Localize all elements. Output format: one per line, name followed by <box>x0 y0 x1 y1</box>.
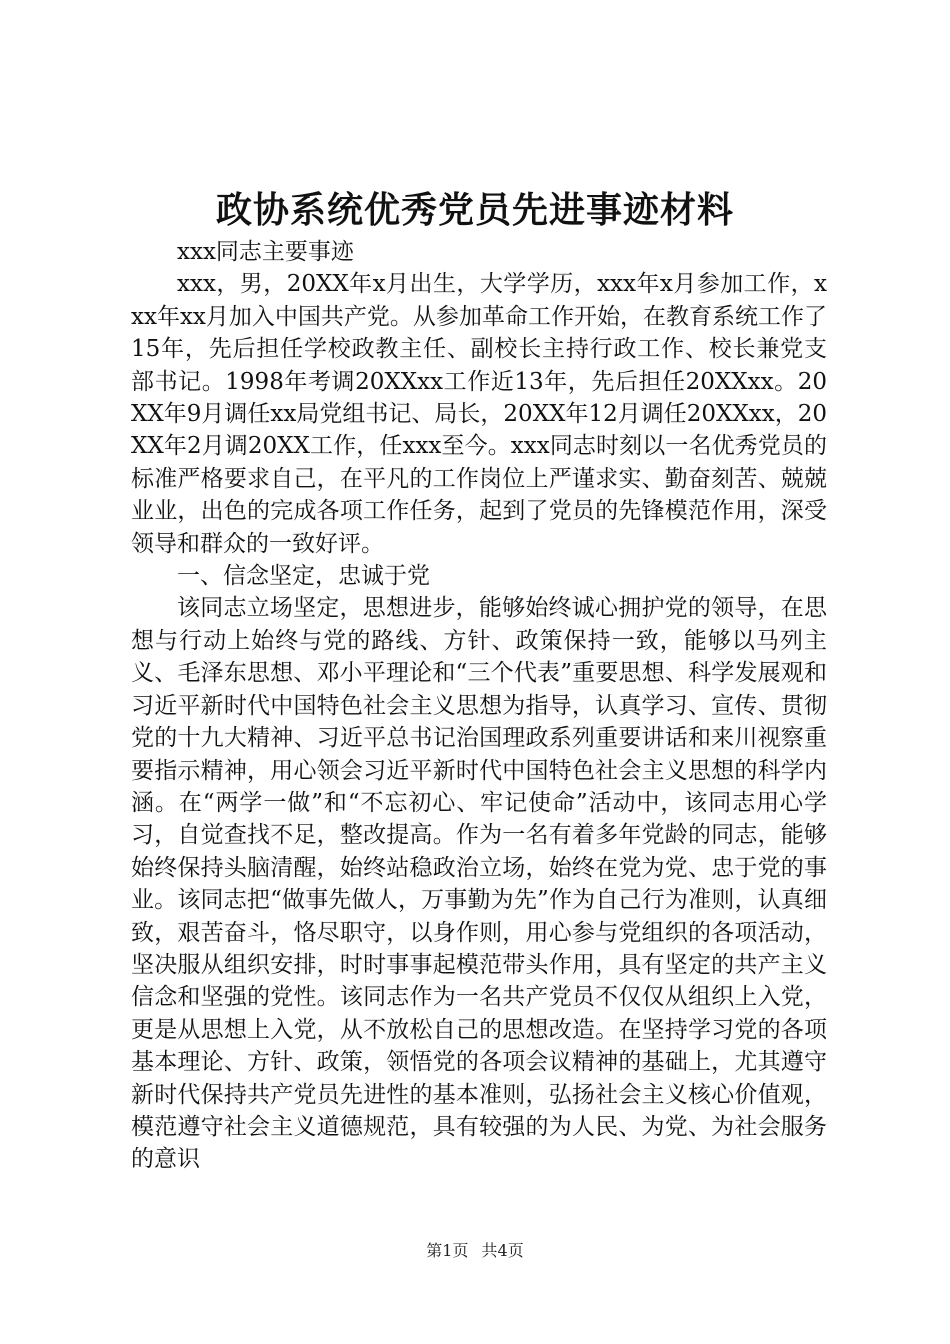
page-total: 共4页 <box>481 1241 524 1260</box>
document-body <box>131 236 827 1176</box>
page-number: 第1页 <box>426 1241 469 1260</box>
section-heading: 一、信念坚定，忠诚于党 <box>177 563 430 590</box>
page-footer <box>0 1240 950 1262</box>
paragraph-section-one: 该同志立场坚定，思想进步，能够始终诚心拥护党的领导，在思想与行动上始终与党的路线、方针、政策保持一致，能够以马列主义、毛泽东思想、邓小平理论和“三个代表”重要思想、科学发展观和习近平新时代中国特色社会主义思想为指导，认真学习、宣传、贯彻党的十九大精神、习近平总书记治国理政系列重要讲话和来川视察重要指示精神，用心领会习近平新时代中国特色社会主义思想的科学内涵。在“两学一做”和“不忘初心、牢记使命”活动中，该同志用心学习，自觉查找不足，整改提高。作为一名有着多年党龄的同志，能够始终保持头脑清醒，始终站稳政治立场，始终在党为党、忠于党的事业。该同志把“做事先做人，万事勤为先”作为自己行为准则，认真细致，艰苦奋斗，恪尽职守，以身作则，用心参与党组织的各项活动，坚决服从组织安排，时时事事起模范带头作用，具有坚定的共产主义信念和坚强的党性。该同志作为一名共产党员不仅仅从组织上入党，更是从思想上入党，从不放松自己的思想改造。在坚持学习党的各项基本理论、方针、政策，领悟党的各项会议精神的基础上，尤其遵守新时代保持共产党员先进性的基本准则，弘扬社会主义核心价值观，模范遵守社会主义道德规范，具有较强的为人民、为党、为社会服务的意识 <box>131 595 827 1173</box>
paragraph-subtitle: xxx同志主要事迹 <box>177 239 354 265</box>
paragraph-intro: xxx，男，20XX年x月出生，大学学历，xxx年x月参加工作，xxx年xx月加入中国共产党。从参加革命工作开始，在教育系统工作了15年，先后担任学校政教主任、副校长主持行政工作、校长兼党支部书记。1998年考调20XXxx工作近13年，先后担任20XXxx。20XX年9月调任xx局党组书记、局长，20XX年12月调任20XXxx，20XX年2月调20XX工作，任xxx至今。xxx同志时刻以一名优秀党员的标准严格要求自己，在平凡的工作岗位上严谨求实、勤奋刻苦、兢兢业业，出色的完成各项工作任务，起到了党员的先锋模范作用，深受领导和群众的一致好评。 <box>131 271 827 557</box>
document-title: 政协系统优秀党员先进事迹材料 <box>215 189 734 231</box>
